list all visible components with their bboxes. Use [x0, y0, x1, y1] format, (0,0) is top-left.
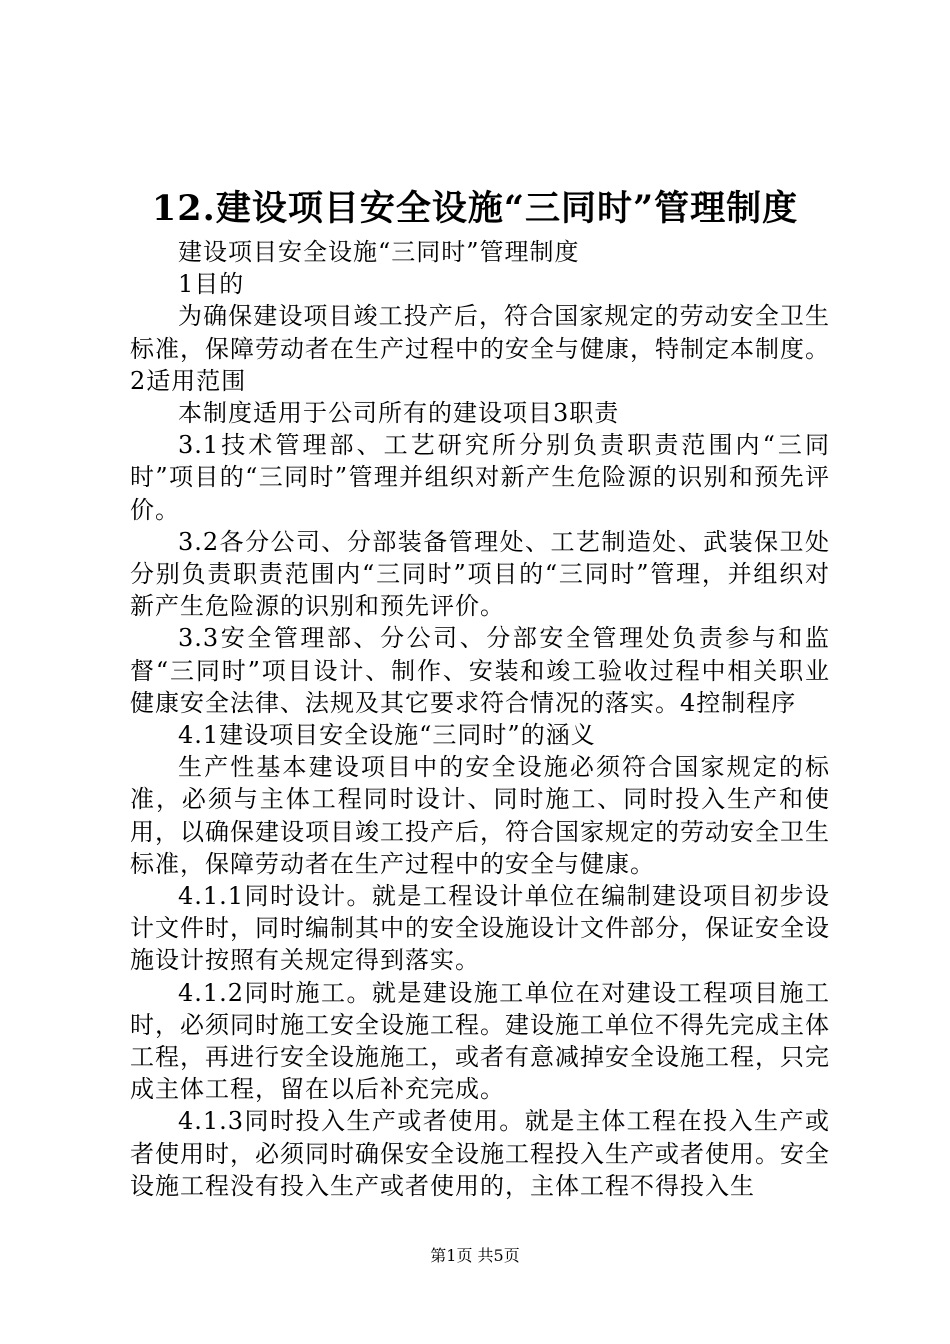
paragraph: 4.1.3同时投入生产或者使用。就是主体工程在投入生产或者使用时，必须同时确保安全设施工程投入生产或者使用。安全设施工程没有投入生产或者使用的，主体工程不得投入生 — [130, 1107, 830, 1200]
paragraph: 建设项目安全设施“三同时”管理制度 — [178, 238, 580, 266]
paragraph: 3.3安全管理部、分公司、分部安全管理处负责参与和监督“三同时”项目设计、制作、安装和竣工验收过程中相关职业健康安全法律、法规及其它要求符合情况的落实。4控制程序 — [130, 624, 830, 717]
document-title: 12.建设项目安全设施“三同时”管理制度 — [151, 188, 799, 229]
document-body — [130, 236, 830, 1202]
paragraph: 生产性基本建设项目中的安全设施必须符合国家规定的标准，必须与主体工程同时设计、同时施工、同时投入生产和使用，以确保建设项目竣工投产后，符合国家规定的劳动安全卫生标准，保障劳动者在生产过程中的安全与健康。 — [130, 753, 830, 878]
paragraph: 1目的 — [178, 270, 245, 299]
paragraph: 4.1.2同时施工。就是建设施工单位在对建设工程项目施工时，必须同时施工安全设施工程。建设施工单位不得先完成主体工程，再进行安全设施施工，或者有意减掉安全设施工程，只完成主体工程，留在以后补充完成。 — [130, 978, 830, 1104]
paragraph: 3.2各分公司、分部装备管理处、工艺制造处、武装保卫处分别负责职责范围内“三同时”项目的“三同时”管理，并组织对新产生危险源的识别和预先评价。 — [130, 527, 830, 621]
paragraph: 为确保建设项目竣工投产后，符合国家规定的劳动安全卫生标准，保障劳动者在生产过程中的安全与健康，特制定本制度。2适用范围 — [130, 302, 830, 395]
paragraph: 3.1技术管理部、工艺研究所分别负责职责范围内“三同时”项目的“三同时”管理并组织对新产生危险源的识别和预先评价。 — [130, 431, 830, 524]
page-number-footer: 第1页 共5页 — [430, 1246, 520, 1265]
paragraph: 4.1建设项目安全设施“三同时”的涵义 — [178, 721, 596, 750]
paragraph: 4.1.1同时设计。就是工程设计单位在编制建设项目初步设计文件时，同时编制其中的安全设施设计文件部分，保证安全设施设计按照有关规定得到落实。 — [130, 882, 830, 975]
paragraph: 本制度适用于公司所有的建设项目3职责 — [178, 399, 620, 428]
